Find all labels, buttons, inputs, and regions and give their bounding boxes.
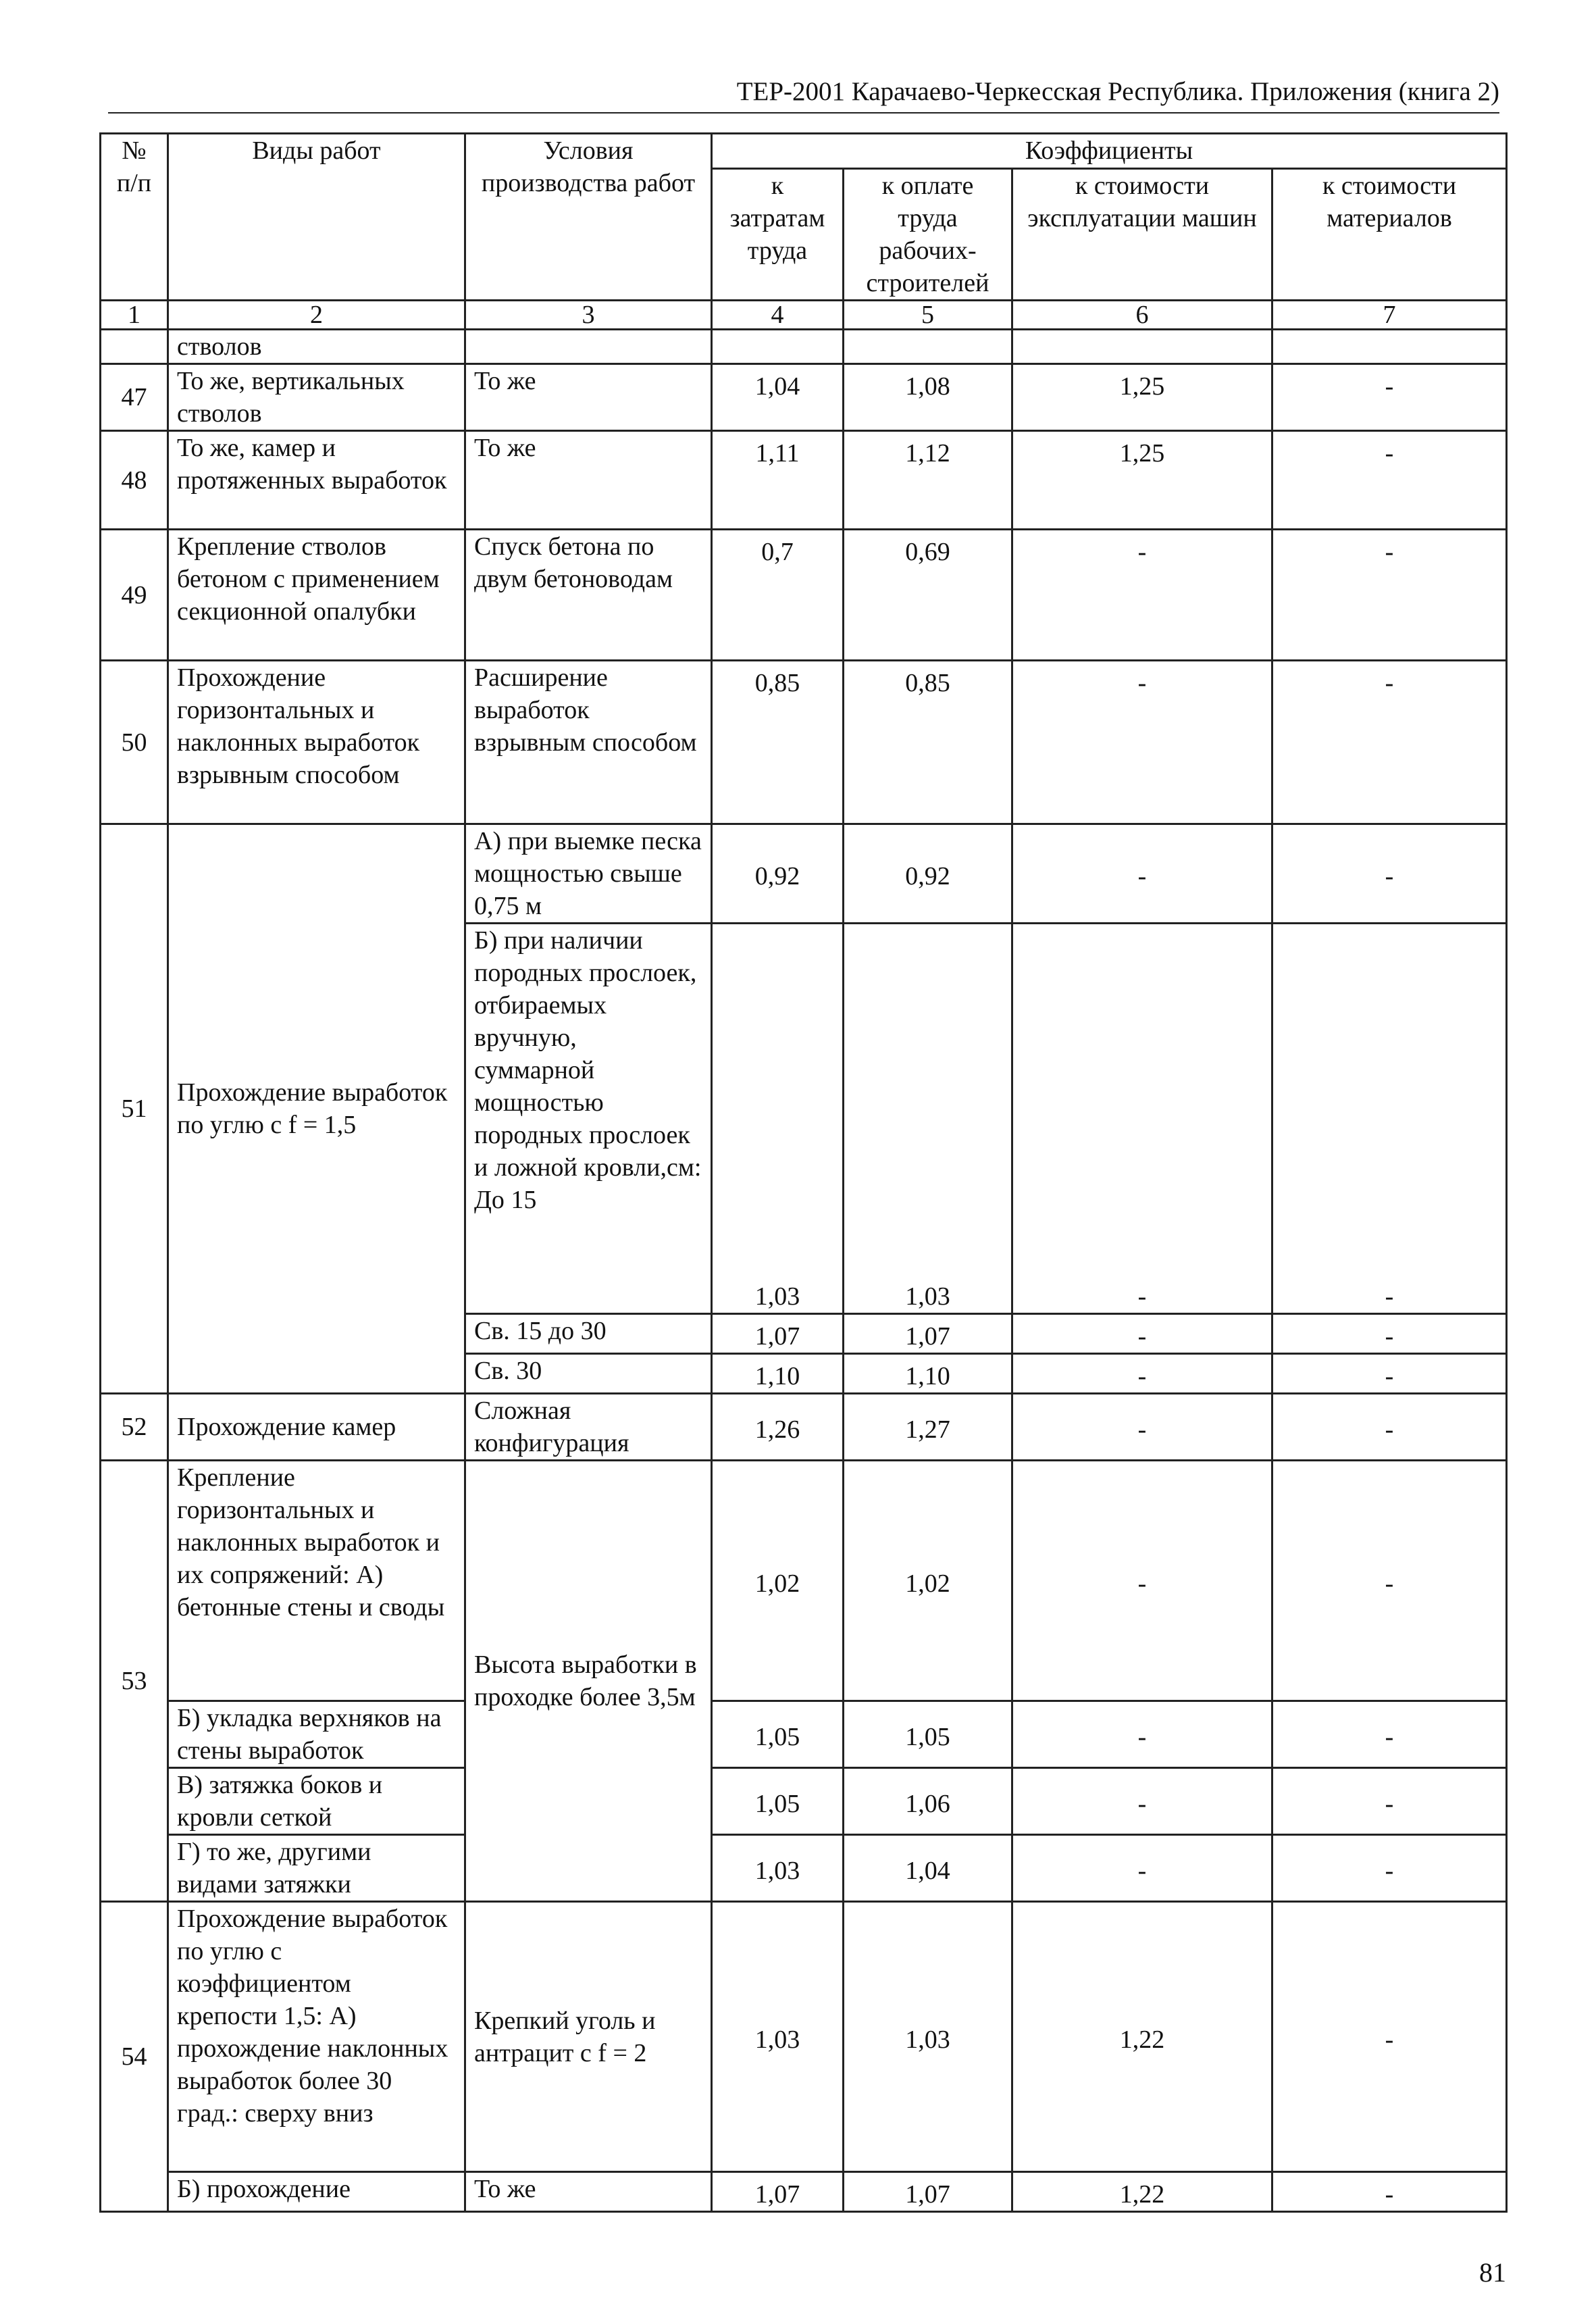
- row-number: 54: [101, 1902, 168, 2212]
- row-number: 53: [101, 1461, 168, 1902]
- table-row: [101, 1394, 1507, 1461]
- table-row: [101, 661, 1507, 824]
- conditions-cell: Крепкий уголь и антрацит с f = 2: [465, 1902, 712, 2172]
- header-machines: к стоимости эксплуатации машин: [1012, 169, 1272, 301]
- header-work-types: Виды работ: [168, 134, 465, 301]
- materials-coef: -: [1272, 1768, 1507, 1835]
- table-row: [101, 330, 1507, 364]
- wages-coef: 1,27: [844, 1394, 1012, 1461]
- table-row: [101, 1461, 1507, 1701]
- labor-coef: 1,03: [712, 1902, 844, 2172]
- header-conditions: Условия производства работ: [465, 134, 712, 301]
- machines-coef: 1,22: [1012, 2172, 1272, 2212]
- conditions-cell: То же: [465, 364, 712, 431]
- wages-coef: 1,08: [844, 364, 1012, 431]
- materials-coef: -: [1272, 364, 1507, 431]
- page-header: ТЕР-2001 Карачаево-Черкесская Республика. Приложения (книга 2): [108, 76, 1499, 114]
- conditions-cell: Св. 15 до 30: [465, 1314, 712, 1354]
- table-row: [101, 2172, 1507, 2212]
- wages-coef: 1,10: [844, 1354, 1012, 1394]
- row-number: 51: [101, 824, 168, 1394]
- conditions-subtext: До 15: [474, 1186, 537, 1214]
- conditions-cell: Расширение выработок взрывным способом: [465, 661, 712, 824]
- col-index: 2: [168, 301, 465, 330]
- materials-coef: -: [1272, 530, 1507, 661]
- work-type-cell: Прохождение камер: [168, 1394, 465, 1461]
- labor-coef: 1,26: [712, 1394, 844, 1461]
- labor-coef: 1,07: [712, 1314, 844, 1354]
- work-type-cell: В) затяжка боков и кровли сеткой: [168, 1768, 465, 1835]
- conditions-text: Б) при наличии породных прослоек, отбираемых вручную, суммарной мощностью породных прослоек и ложной кровли,см:: [474, 926, 702, 1182]
- conditions-cell: Св. 30: [465, 1354, 712, 1394]
- col-index: 1: [101, 301, 168, 330]
- labor-coef: 1,03: [712, 924, 844, 1314]
- table-row: [101, 364, 1507, 431]
- col-index: 5: [844, 301, 1012, 330]
- wages-coef: 0,92: [844, 824, 1012, 924]
- wages-coef: 1,03: [844, 924, 1012, 1314]
- labor-coef: 1,05: [712, 1701, 844, 1768]
- labor-coef: 0,7: [712, 530, 844, 661]
- materials-coef: -: [1272, 924, 1507, 1314]
- conditions-cell: Сложная конфигурация: [465, 1394, 712, 1461]
- conditions-cell: [465, 924, 712, 1314]
- wages-coef: 1,03: [844, 1902, 1012, 2172]
- work-type-cell: Б) прохождение: [168, 2172, 465, 2212]
- labor-coef: 1,05: [712, 1768, 844, 1835]
- wages-coef: 1,06: [844, 1768, 1012, 1835]
- wages-coef: 0,69: [844, 530, 1012, 661]
- page-number: 81: [1479, 2257, 1506, 2288]
- table-row: [101, 431, 1507, 530]
- machines-coef: 1,25: [1012, 431, 1272, 530]
- col-index: 7: [1272, 301, 1507, 330]
- row-number: 50: [101, 661, 168, 824]
- work-type-cell: Прохождение горизонтальных и наклонных выработок взрывным способом: [168, 661, 465, 824]
- machines-coef: -: [1012, 1314, 1272, 1354]
- col-index: 6: [1012, 301, 1272, 330]
- wages-coef: 1,05: [844, 1701, 1012, 1768]
- machines-coef: -: [1012, 1835, 1272, 1902]
- machines-coef: -: [1012, 1461, 1272, 1701]
- header-labor: к затратам труда: [712, 169, 844, 301]
- materials-coef: -: [1272, 1314, 1507, 1354]
- header-wages: к оплате труда рабочих-строителей: [844, 169, 1012, 301]
- conditions-cell: То же: [465, 2172, 712, 2212]
- materials-coef: -: [1272, 1354, 1507, 1394]
- materials-coef: -: [1272, 824, 1507, 924]
- col-index: 3: [465, 301, 712, 330]
- header-num: № п/п: [101, 134, 168, 301]
- machines-coef: 1,22: [1012, 1902, 1272, 2172]
- work-type-cell: Крепление горизонтальных и наклонных выработок и их сопряжений: А) бетонные стены и своды: [168, 1461, 465, 1701]
- wages-coef: 1,07: [844, 2172, 1012, 2212]
- row-number: 49: [101, 530, 168, 661]
- work-type-cell: стволов: [168, 330, 465, 364]
- materials-coef: -: [1272, 1394, 1507, 1461]
- machines-coef: -: [1012, 1701, 1272, 1768]
- work-type-cell: То же, вертикальных стволов: [168, 364, 465, 431]
- conditions-cell: Спуск бетона по двум бетоноводам: [465, 530, 712, 661]
- labor-coef: 1,11: [712, 431, 844, 530]
- machines-coef: 1,25: [1012, 364, 1272, 431]
- labor-coef: 0,85: [712, 661, 844, 824]
- machines-coef: -: [1012, 1394, 1272, 1461]
- conditions-cell: Высота выработки в проходке более 3,5м: [465, 1461, 712, 1902]
- wages-coef: 0,85: [844, 661, 1012, 824]
- work-type-cell: Крепление стволов бетоном с применением секционной опалубки: [168, 530, 465, 661]
- conditions-cell: То же: [465, 431, 712, 530]
- row-number: 47: [101, 364, 168, 431]
- machines-coef: -: [1012, 924, 1272, 1314]
- machines-coef: -: [1012, 530, 1272, 661]
- header-materials: к стоимости материалов: [1272, 169, 1507, 301]
- table-row: [101, 824, 1507, 924]
- materials-coef: -: [1272, 1835, 1507, 1902]
- machines-coef: -: [1012, 824, 1272, 924]
- labor-coef: 1,07: [712, 2172, 844, 2212]
- materials-coef: -: [1272, 1902, 1507, 2172]
- wages-coef: 1,07: [844, 1314, 1012, 1354]
- table-row: [101, 530, 1507, 661]
- labor-coef: 1,03: [712, 1835, 844, 1902]
- row-number: 48: [101, 431, 168, 530]
- row-number: 52: [101, 1394, 168, 1461]
- col-index: 4: [712, 301, 844, 330]
- work-type-cell: То же, камер и протяженных выработок: [168, 431, 465, 530]
- table-row: [101, 1835, 1507, 1902]
- work-type-cell: Прохождение выработок по углю с коэффициентом крепости 1,5: А) прохождение наклонных выработок более 30 град.: сверху вниз: [168, 1902, 465, 2172]
- machines-coef: -: [1012, 1768, 1272, 1835]
- work-type-cell: Г) то же, другими видами затяжки: [168, 1835, 465, 1902]
- materials-coef: -: [1272, 1701, 1507, 1768]
- wages-coef: 1,12: [844, 431, 1012, 530]
- materials-coef: -: [1272, 2172, 1507, 2212]
- labor-coef: 0,92: [712, 824, 844, 924]
- table-row: [101, 1701, 1507, 1768]
- machines-coef: -: [1012, 1354, 1272, 1394]
- materials-coef: -: [1272, 661, 1507, 824]
- machines-coef: -: [1012, 661, 1272, 824]
- work-type-cell: Прохождение выработок по углю с f = 1,5: [168, 824, 465, 1394]
- materials-coef: -: [1272, 431, 1507, 530]
- labor-coef: 1,10: [712, 1354, 844, 1394]
- conditions-cell: А) при выемке песка мощностью свыше 0,75 м: [465, 824, 712, 924]
- coefficients-table: [99, 132, 1508, 2213]
- labor-coef: 1,04: [712, 364, 844, 431]
- materials-coef: -: [1272, 1461, 1507, 1701]
- table-row: [101, 1768, 1507, 1835]
- wages-coef: 1,02: [844, 1461, 1012, 1701]
- header-coefficients: Коэффициенты: [712, 134, 1507, 169]
- table-row: [101, 1902, 1507, 2172]
- labor-coef: 1,02: [712, 1461, 844, 1701]
- wages-coef: 1,04: [844, 1835, 1012, 1902]
- work-type-cell: Б) укладка верхняков на стены выработок: [168, 1701, 465, 1768]
